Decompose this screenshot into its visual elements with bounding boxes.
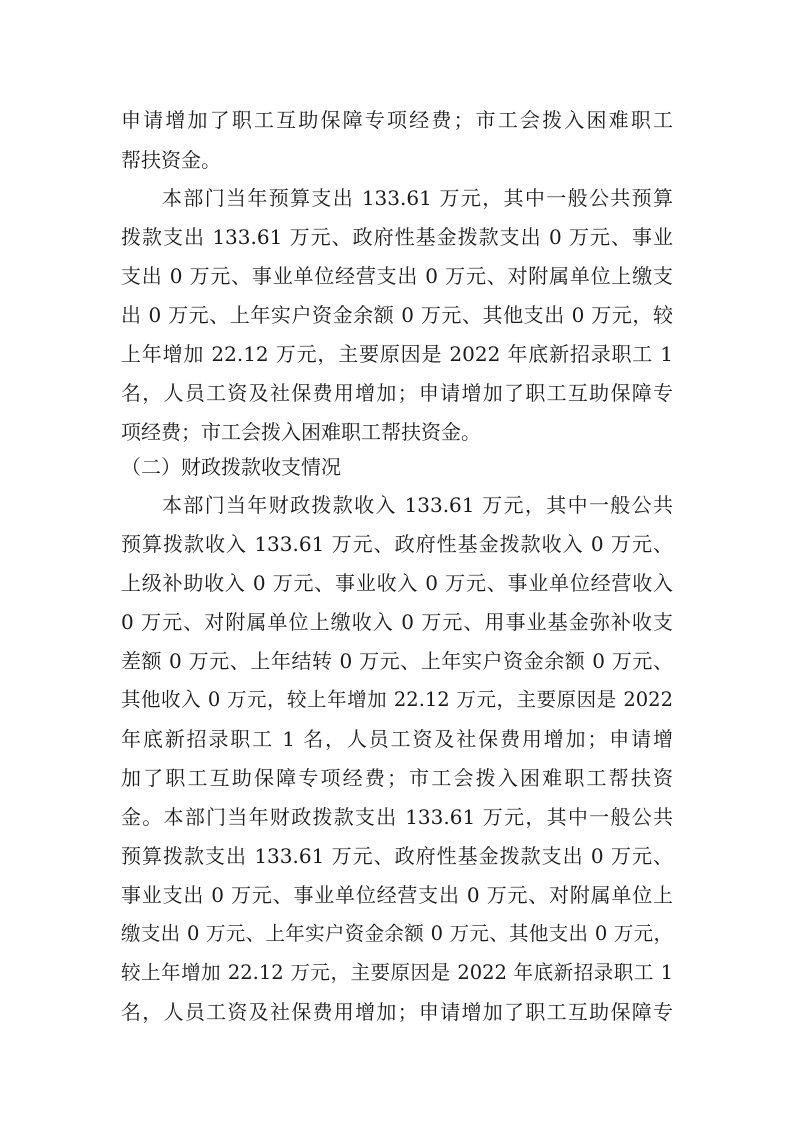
paragraph-2-line-2: 拨款支出 133.61 万元、政府性基金拨款支出 0 万元、事业 <box>121 225 673 249</box>
paragraph-2-line-3: 支出 0 万元、事业单位经营支出 0 万元、对附属单位上缴支 <box>121 264 673 288</box>
paragraph-3-line-12: 缴支出 0 万元、上年实户资金余额 0 万元、其他支出 0 万元， <box>121 922 673 945</box>
paragraph-2-line-4: 出 0 万元、上年实户资金余额 0 万元、其他支出 0 万元，较 <box>121 303 673 327</box>
paragraph-3-line-9: 金。本部门当年财政拨款支出 133.61 万元，其中一般公共 <box>121 805 673 829</box>
paragraph-1-line-1: 申请增加了职工互助保障专项经费；市工会拨入困难职工 <box>121 108 673 132</box>
paragraph-3-line-7: 年底新招录职工 1 名，人员工资及社保费用增加；申请增 <box>121 727 673 751</box>
paragraph-2-line-6: 名，人员工资及社保费用增加；申请增加了职工互助保障专 <box>121 381 673 405</box>
paragraph-1-line-2: 帮扶资金。 <box>121 148 221 172</box>
paragraph-3-line-10: 预算拨款支出 133.61 万元、政府性基金拨款支出 0 万元、 <box>121 844 673 868</box>
paragraph-3-line-6: 其他收入 0 万元，较上年增加 22.12 万元，主要原因是 2022 <box>121 688 673 711</box>
section-heading: （二）财政拨款收支情况 <box>121 455 341 479</box>
paragraph-3-line-13: 较上年增加 22.12 万元，主要原因是 2022 年底新招录职工 1 <box>121 961 673 984</box>
paragraph-2-line-5: 上年增加 22.12 万元，主要原因是 2022 年底新招录职工 1 <box>121 342 673 366</box>
paragraph-3-line-1: 本部门当年财政拨款收入 133.61 万元，其中一般公共 <box>162 493 673 517</box>
paragraph-3-line-2: 预算拨款收入 133.61 万元、政府性基金拨款收入 0 万元、 <box>121 532 673 556</box>
paragraph-3-line-8: 加了职工互助保障专项经费；市工会拨入困难职工帮扶资 <box>121 766 673 790</box>
paragraph-3-line-3: 上级补助收入 0 万元、事业收入 0 万元、事业单位经营收入 <box>121 571 673 595</box>
paragraph-3-line-14: 名，人员工资及社保费用增加；申请增加了职工互助保障专 <box>121 1000 673 1024</box>
paragraph-2-line-7: 项经费；市工会拨入困难职工帮扶资金。 <box>121 420 481 444</box>
paragraph-3-line-5: 差额 0 万元、上年结转 0 万元、上年实户资金余额 0 万元、 <box>121 649 673 673</box>
paragraph-3-line-11: 事业支出 0 万元、事业单位经营支出 0 万元、对附属单位上 <box>121 883 673 907</box>
paragraph-2-line-1: 本部门当年预算支出 133.61 万元，其中一般公共预算 <box>162 186 673 210</box>
paragraph-3-line-4: 0 万元、对附属单位上缴收入 0 万元、用事业基金弥补收支 <box>121 610 673 634</box>
